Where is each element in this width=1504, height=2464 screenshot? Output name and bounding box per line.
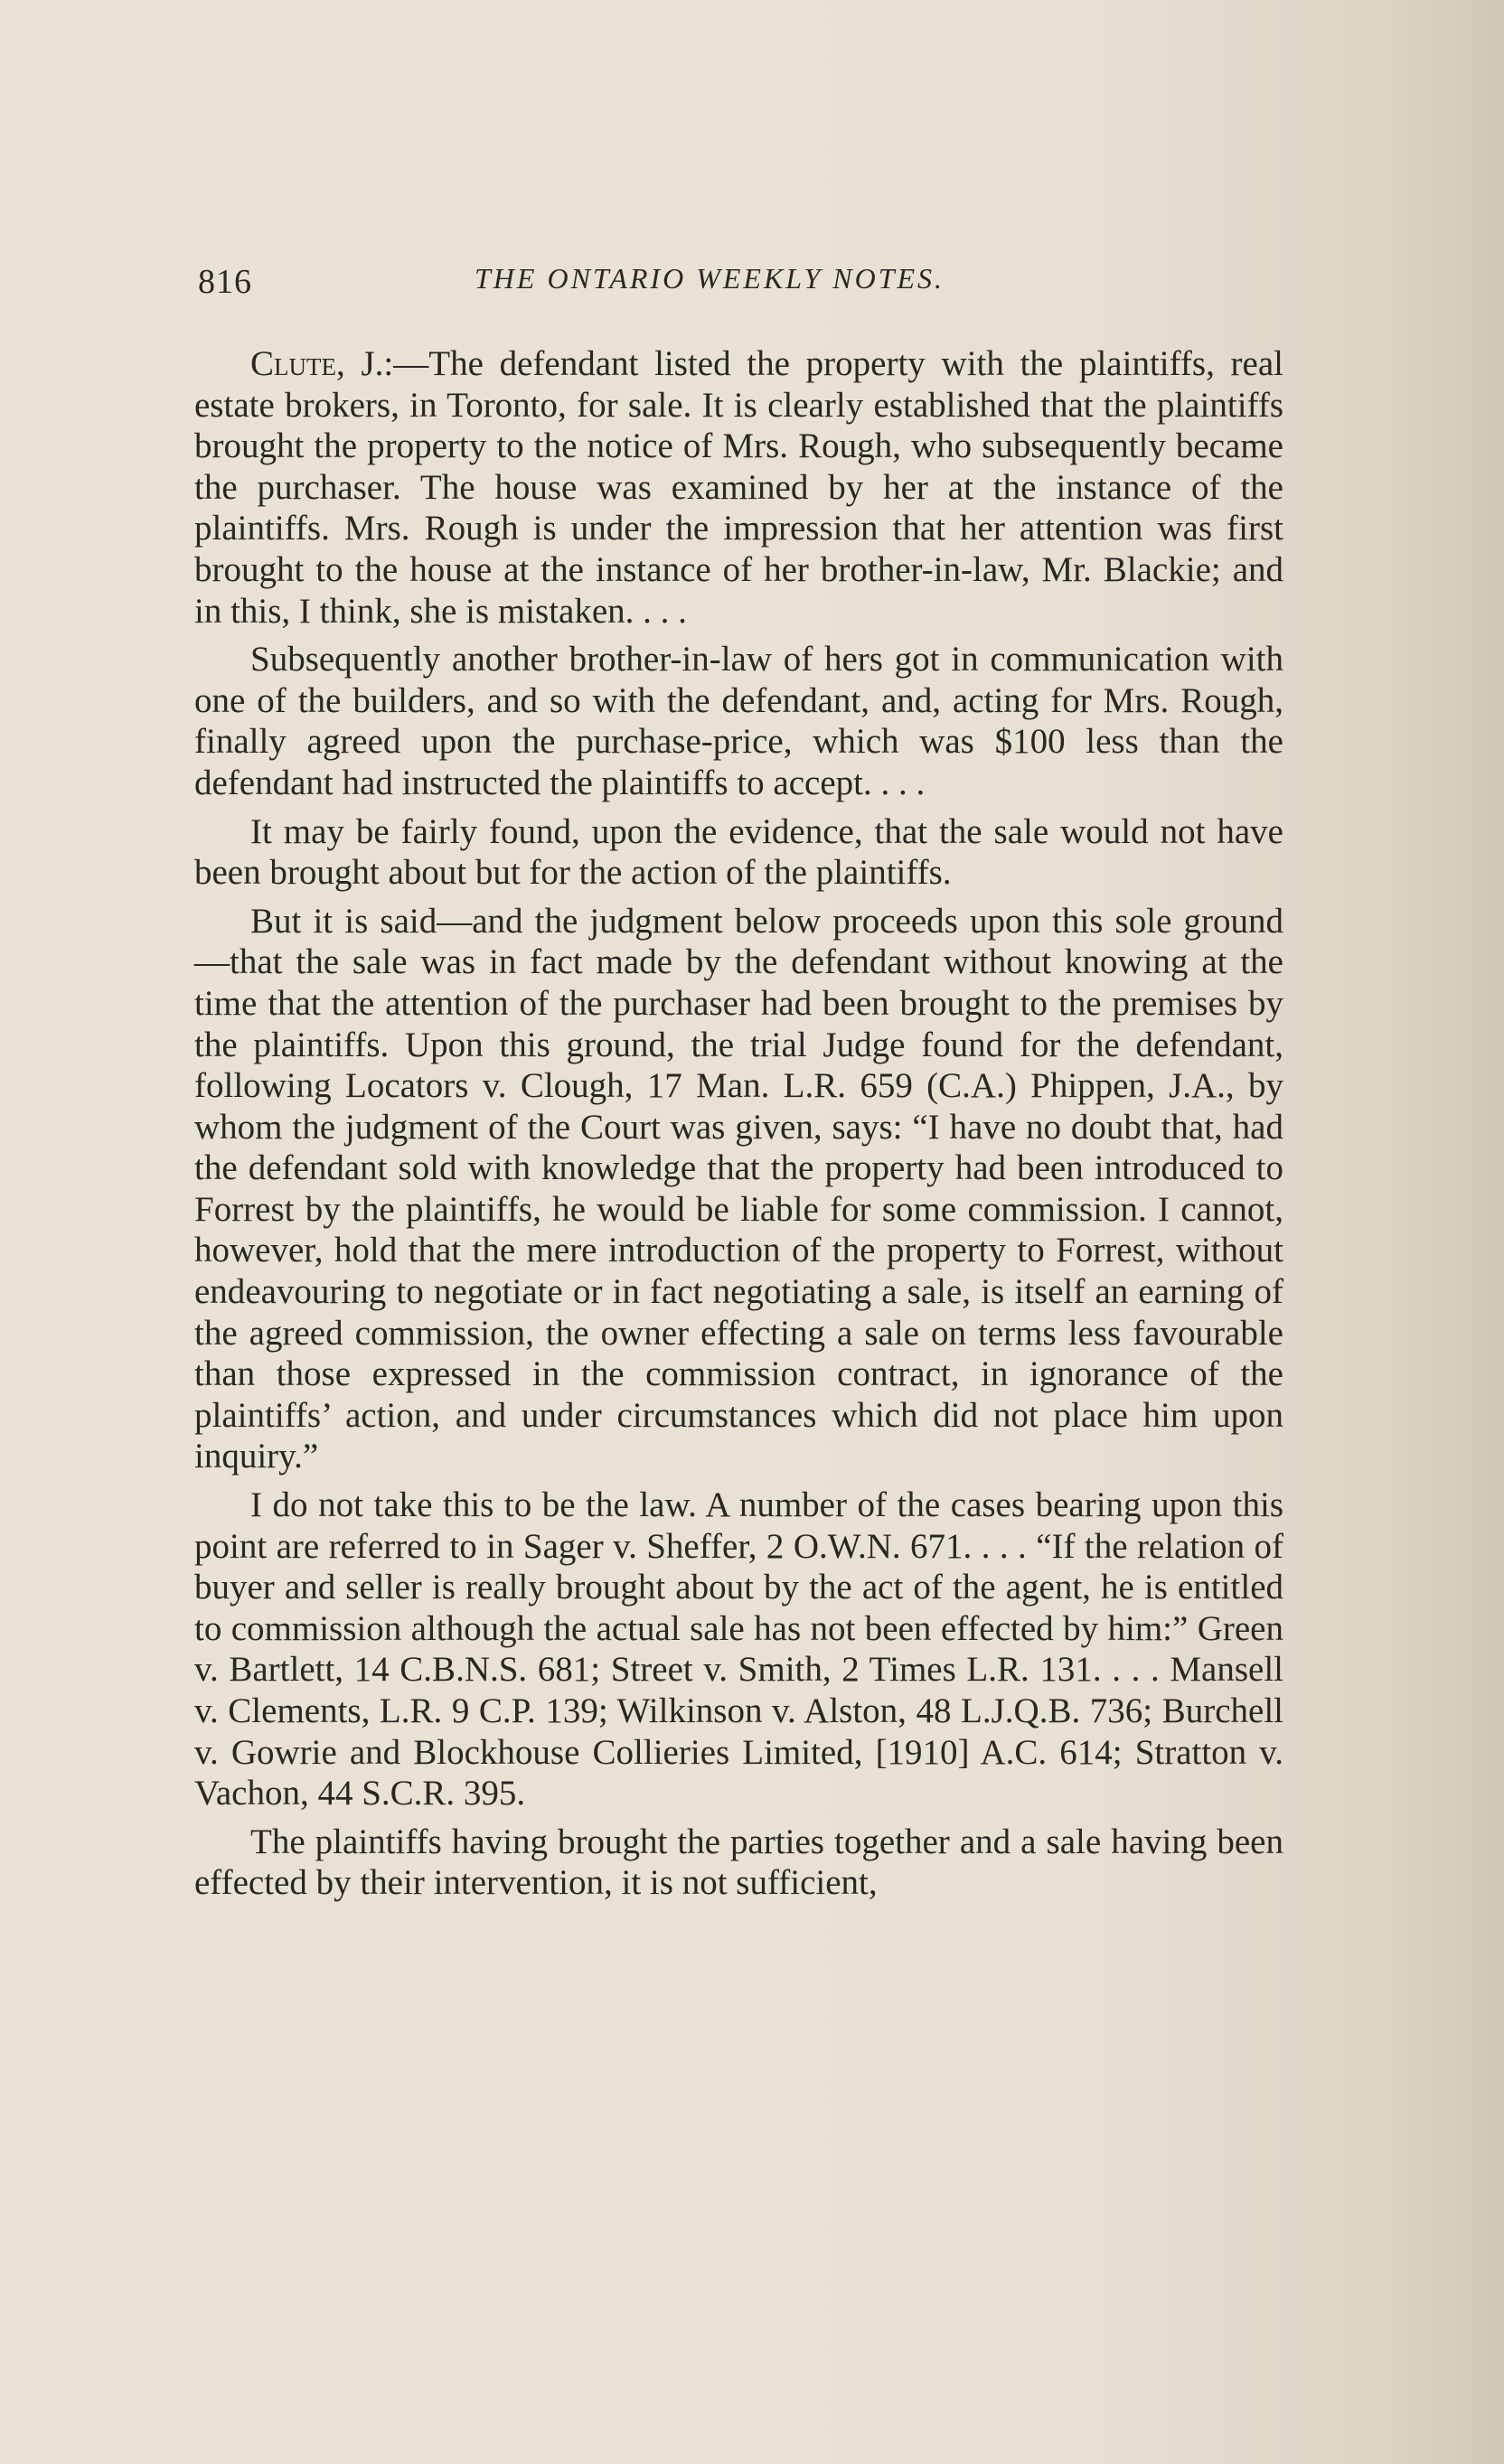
paragraph: The plaintiffs having brought the parties together and a sale having been effected by their intervention, it is not sufficient, (194, 1822, 1283, 1903)
running-head: THE ONTARIO WEEKLY NOTES. (475, 262, 945, 295)
paragraph: Subsequently another brother-in-law of hers got in communication with one of the builders, and so with the defendant, and, acting for Mrs. Rough, finally agreed upon the purchase-price, which was $100 less than the defendant had instructed the plaintiffs to accept. . . . (194, 640, 1283, 802)
paragraph: But it is said—and the judgment below proceeds upon this sole ground—that the sale was in fact made by the defendant without knowing at the time that the attention of the purchaser had been brought to the premises by the plaintiffs. Upon this ground, the trial Judge found for the defendant, following Locators v. Clough, 17 Man. L.R. 659 (C.A.) Phippen, J.A., by whom the judgment of the Court was given, says: “I have no doubt that, had the defendant sold with knowledge that the property had been introduced to Forrest by the plaintiffs, he would be liable for some commission. I cannot, however, hold that the mere introduction of the property to Forrest, without endeavouring to negotiate or in fact negotiating a sale, is itself an earning of the agreed commission, the owner effecting a sale on terms less favourable than those expressed in the commission contract, in ignorance of the plaintiffs’ action, and under circumstances which did not place him upon inquiry.” (194, 901, 1283, 1476)
page-number: 816 (198, 263, 252, 301)
page-header (194, 262, 1283, 307)
body-text (194, 343, 1283, 1911)
paragraph: It may be fairly found, upon the evidence, that the sale would not have been brought about but for the action of the plaintiffs. (194, 811, 1283, 893)
paragraph (194, 343, 1283, 632)
paragraph: I do not take this to be the law. A number of the cases bearing upon this point are referred to in Sager v. Sheffer, 2 O.W.N. 671. . . . “If the relation of buyer and seller is really brought about by the act of the agent, he is entitled to commission although the actual sale has not been effected by him:” Green v. Bartlett, 14 C.B.N.S. 681; Street v. Smith, 2 Times L.R. 131. . . . Mansell v. Clements, L.R. 9 C.P. 139; Wilkinson v. Alston, 48 L.J.Q.B. 736; Burchell v. Gowrie and Blockhouse Collieries Limited, [1910] A.C. 614; Stratton v. Vachon, 44 S.C.R. 395. (194, 1485, 1283, 1813)
judge-name: Clute, J. (250, 344, 384, 383)
paragraph-text: :—The defendant listed the property with the plaintiffs, real estate brokers, in Toronto, for sale. It is clearly established that the plaintiffs brought the property to the notice of Mrs. Rough, who subsequently became the purchaser. The house was examined by her at the instance of the plaintiffs. Mrs. Rough is under the impression that her attention was first brought to the house at the instance of her brother-in-law, Mr. Blackie; and in this, I think, she is mistaken. . . . (194, 344, 1283, 631)
